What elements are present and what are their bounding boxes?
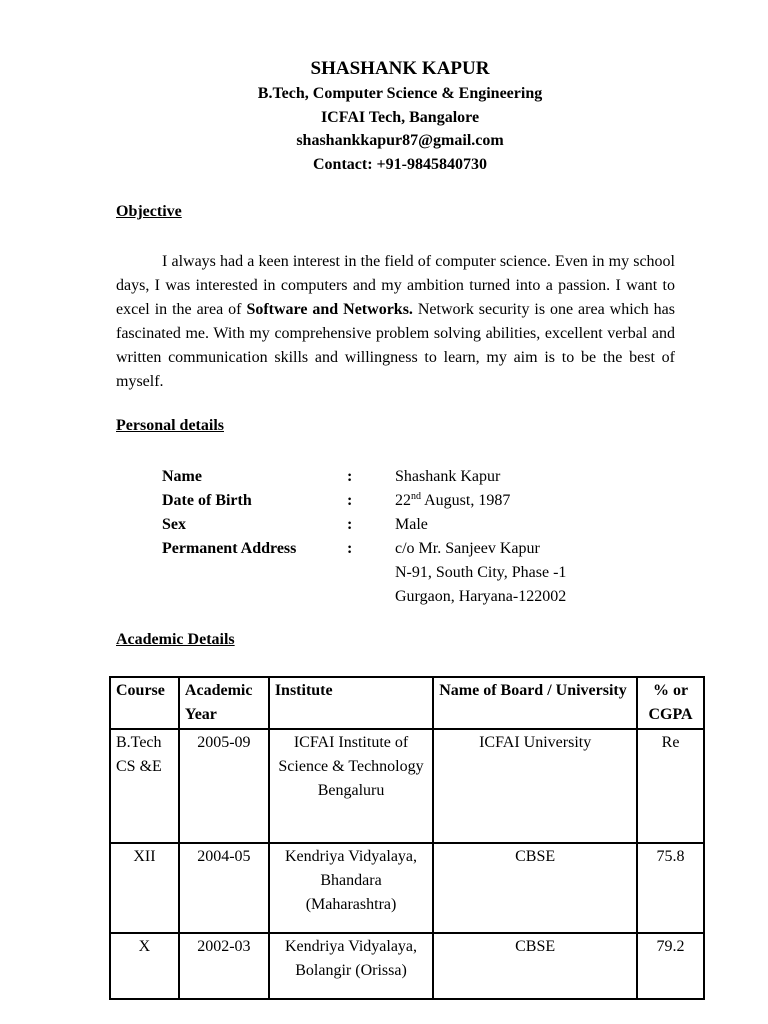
- address-label: Permanent Address: [162, 540, 297, 557]
- board-cell: CBSE: [433, 933, 637, 999]
- header-academic-year: Academic Year: [179, 677, 269, 729]
- personal-details: [162, 465, 662, 609]
- table-row: [110, 933, 704, 999]
- dob-value: [395, 489, 662, 513]
- personal-row-dob: [162, 489, 662, 513]
- score-cell: 75.8: [637, 843, 704, 933]
- colon: :: [347, 468, 353, 485]
- course-cell: X: [110, 933, 179, 999]
- header-score: % or CGPA: [637, 677, 704, 729]
- name-label: Name: [162, 468, 202, 485]
- score-cell: 79.2: [637, 933, 704, 999]
- institute-cell: ICFAI Institute of Science & Technology Bengaluru: [269, 729, 433, 843]
- objective-heading: Objective: [116, 203, 182, 220]
- personal-details-heading: Personal details: [116, 417, 224, 434]
- personal-row-name: [162, 465, 662, 489]
- board-cell: ICFAI University: [433, 729, 637, 843]
- board-cell: CBSE: [433, 843, 637, 933]
- address-continuation: [162, 585, 662, 609]
- objective-text-part2: Network security is one area which has fascinated me. With my comprehensive problem solving abilities, excellent verbal and written communication skills and willingness to learn, my aim is to be the best of myself.: [116, 301, 676, 390]
- year-cell: 2004-05: [179, 843, 269, 933]
- year-cell: 2005-09: [179, 729, 269, 843]
- resume-header: [0, 56, 768, 176]
- academic-table: [109, 676, 705, 1000]
- course-cell: XII: [110, 843, 179, 933]
- degree: B.Tech, Computer Science & Engineering: [257, 85, 543, 102]
- contact-number: Contact: +91-9845840730: [313, 155, 487, 173]
- objective-text: [116, 250, 675, 394]
- colon: :: [347, 492, 353, 509]
- address-line: N-91, South City, Phase -1: [395, 564, 567, 581]
- institute-cell: Kendriya Vidyalaya, Bolangir (Orissa): [269, 933, 433, 999]
- table-row: [110, 729, 704, 843]
- colon: :: [347, 516, 353, 533]
- address-line: c/o Mr. Sanjeev Kapur: [395, 540, 540, 557]
- academic-details-heading: Academic Details: [116, 631, 235, 648]
- header-board: Name of Board / University: [433, 677, 637, 729]
- college: ICFAI Tech, Bangalore: [320, 108, 480, 126]
- sex-value: Male: [395, 516, 428, 533]
- header-course: Course: [110, 677, 179, 729]
- course-cell: B.Tech CS &E: [110, 729, 179, 843]
- dob-day: 22: [395, 492, 411, 509]
- address-line: Gurgaon, Haryana-122002: [395, 588, 567, 605]
- table-header-row: [110, 677, 704, 729]
- address-continuation: [162, 561, 662, 585]
- year-cell: 2002-03: [179, 933, 269, 999]
- colon: :: [347, 540, 353, 557]
- dob-rest: August, 1987: [421, 492, 511, 509]
- name-value: Shashank Kapur: [395, 468, 501, 485]
- objective-text-part1: I always had a keen interest in the field of computer science. Even in my school days, I was interested in computers and my ambition turned into a passion. I want to excel in the area of: [116, 253, 675, 318]
- header-institute: Institute: [269, 677, 433, 729]
- personal-row-sex: [162, 513, 662, 537]
- candidate-name: SHASHANK KAPUR: [310, 58, 490, 79]
- table-row: [110, 843, 704, 933]
- dob-suffix: nd: [411, 491, 421, 502]
- email: shashankkapur87@gmail.com: [296, 132, 504, 149]
- sex-label: Sex: [162, 516, 186, 533]
- objective-text-bold: Software and Networks.: [246, 301, 413, 318]
- personal-row-address: [162, 537, 662, 561]
- institute-cell: Kendriya Vidyalaya, Bhandara (Maharashtra): [269, 843, 433, 933]
- dob-label: Date of Birth: [162, 492, 252, 509]
- score-cell: Re: [637, 729, 704, 843]
